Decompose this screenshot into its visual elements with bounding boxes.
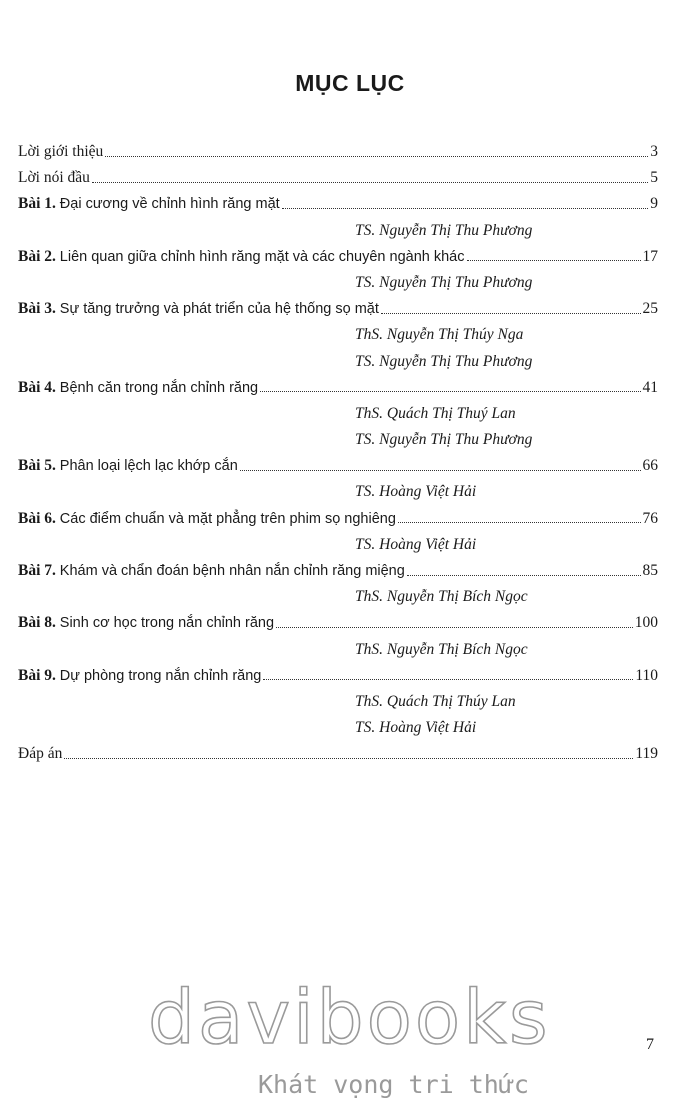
lesson-number: Bài 6. bbox=[18, 509, 56, 527]
toc-entry bbox=[18, 506, 658, 532]
toc-entry-title: Các điểm chuẩn và mặt phẳng trên phim sọ nghiêng bbox=[59, 510, 396, 527]
toc-page-number: 100 bbox=[634, 614, 658, 632]
toc-entry bbox=[18, 244, 658, 270]
lesson-number: Bài 1. bbox=[18, 195, 56, 213]
watermark-logo: davibooks bbox=[148, 975, 551, 1061]
toc-entry-label bbox=[18, 741, 62, 767]
toc-page-number: 17 bbox=[642, 247, 658, 265]
dot-leader bbox=[282, 208, 649, 209]
toc-entry-label bbox=[18, 139, 103, 165]
toc-page-number: 76 bbox=[642, 509, 658, 527]
dot-leader bbox=[92, 182, 648, 183]
toc-entry-title: Liên quan giữa chỉnh hình răng mặt và các chuyên ngành khác bbox=[59, 248, 465, 265]
toc-author: ThS. Nguyễn Thị Bích Ngọc bbox=[355, 640, 528, 658]
toc-author: ThS. Quách Thị Thúy Lan bbox=[355, 692, 516, 710]
toc-entry bbox=[18, 296, 658, 322]
page-number: 7 bbox=[646, 1036, 654, 1053]
toc-entry bbox=[18, 610, 658, 636]
toc-page-number: 25 bbox=[642, 300, 658, 318]
toc-entry bbox=[18, 558, 658, 584]
toc-entry bbox=[18, 741, 658, 767]
toc-page-number: 66 bbox=[642, 457, 658, 475]
lesson-number: Bài 8. bbox=[18, 614, 56, 632]
toc-entry-label bbox=[18, 506, 396, 532]
lesson-number: Bài 5. bbox=[18, 457, 56, 475]
dot-leader bbox=[263, 679, 633, 680]
toc-entry-label bbox=[18, 165, 90, 191]
dot-leader bbox=[467, 260, 641, 261]
dot-leader bbox=[105, 156, 648, 157]
toc-author: TS. Hoàng Việt Hải bbox=[355, 483, 477, 501]
toc-entry bbox=[18, 191, 658, 217]
toc-author: ThS. Nguyễn Thị Bích Ngọc bbox=[355, 588, 528, 606]
toc-page-number: 41 bbox=[642, 378, 658, 396]
toc-entry-label bbox=[18, 610, 274, 636]
toc-author: TS. Hoàng Việt Hải bbox=[355, 719, 477, 737]
toc-entry bbox=[18, 139, 658, 165]
toc-entry-title: Dự phòng trong nắn chỉnh răng bbox=[59, 667, 262, 684]
toc-entry-title: Đại cương về chỉnh hình răng mặt bbox=[59, 196, 280, 213]
toc-author: TS. Nguyễn Thị Thu Phương bbox=[355, 431, 533, 449]
dot-leader bbox=[407, 575, 641, 576]
toc-entry-title: Bệnh căn trong nắn chỉnh răng bbox=[59, 379, 259, 396]
toc-page-number: 5 bbox=[650, 169, 658, 187]
dot-leader bbox=[260, 391, 640, 392]
dot-leader bbox=[240, 470, 641, 471]
toc-entry-label bbox=[18, 191, 280, 217]
toc-author: TS. Nguyễn Thị Thu Phương bbox=[355, 221, 533, 239]
toc-entry bbox=[18, 165, 658, 191]
toc-page-number: 9 bbox=[650, 195, 658, 213]
dot-leader bbox=[276, 627, 633, 628]
toc-entry-title: Lời giới thiệu bbox=[18, 143, 104, 160]
toc-author: ThS. Nguyễn Thị Thúy Nga bbox=[355, 326, 524, 344]
toc-entry bbox=[18, 453, 658, 479]
toc-entry bbox=[18, 663, 658, 689]
toc-entry-title: Khám và chẩn đoán bệnh nhân nắn chỉnh răng miệng bbox=[59, 563, 405, 579]
toc-author: TS. Hoàng Việt Hải bbox=[355, 535, 477, 553]
toc-entry-label bbox=[18, 663, 261, 689]
lesson-number: Bài 4. bbox=[18, 378, 56, 396]
toc-author: TS. Nguyễn Thị Thu Phương bbox=[355, 273, 533, 291]
toc-page-number: 110 bbox=[635, 666, 658, 684]
toc-entry-title: Sinh cơ học trong nắn chỉnh răng bbox=[59, 615, 275, 632]
toc-page-number: 119 bbox=[635, 745, 658, 763]
toc-page-number: 85 bbox=[642, 562, 658, 579]
lesson-number: Bài 3. bbox=[18, 300, 56, 318]
toc-author: ThS. Quách Thị Thuý Lan bbox=[355, 404, 516, 422]
toc-page-number: 3 bbox=[650, 143, 658, 160]
table-of-contents bbox=[18, 139, 658, 768]
toc-entry-label bbox=[18, 558, 405, 584]
toc-entry-title: Đáp án bbox=[18, 745, 63, 763]
toc-author: TS. Nguyễn Thị Thu Phương bbox=[355, 352, 533, 370]
page-title: MỤC LỤC bbox=[295, 70, 405, 96]
toc-entry-label bbox=[18, 244, 465, 270]
lesson-number: Bài 9. bbox=[18, 666, 56, 684]
dot-leader bbox=[398, 522, 641, 523]
toc-entry-label bbox=[18, 453, 238, 479]
watermark-tagline: Khát vọng tri thức bbox=[258, 1070, 529, 1099]
toc-entry-label bbox=[18, 296, 379, 322]
lesson-number: Bài 7. bbox=[18, 562, 56, 579]
lesson-number: Bài 2. bbox=[18, 247, 56, 265]
toc-entry-title: Lời nói đầu bbox=[18, 169, 90, 187]
dot-leader bbox=[381, 313, 641, 314]
toc-entry bbox=[18, 375, 658, 401]
toc-entry-title: Sự tăng trưởng và phát triển của hệ thống sọ mặt bbox=[59, 301, 379, 318]
toc-entry-label bbox=[18, 375, 258, 401]
dot-leader bbox=[64, 758, 633, 759]
toc-entry-title: Phân loại lệch lạc khớp cắn bbox=[59, 458, 238, 475]
